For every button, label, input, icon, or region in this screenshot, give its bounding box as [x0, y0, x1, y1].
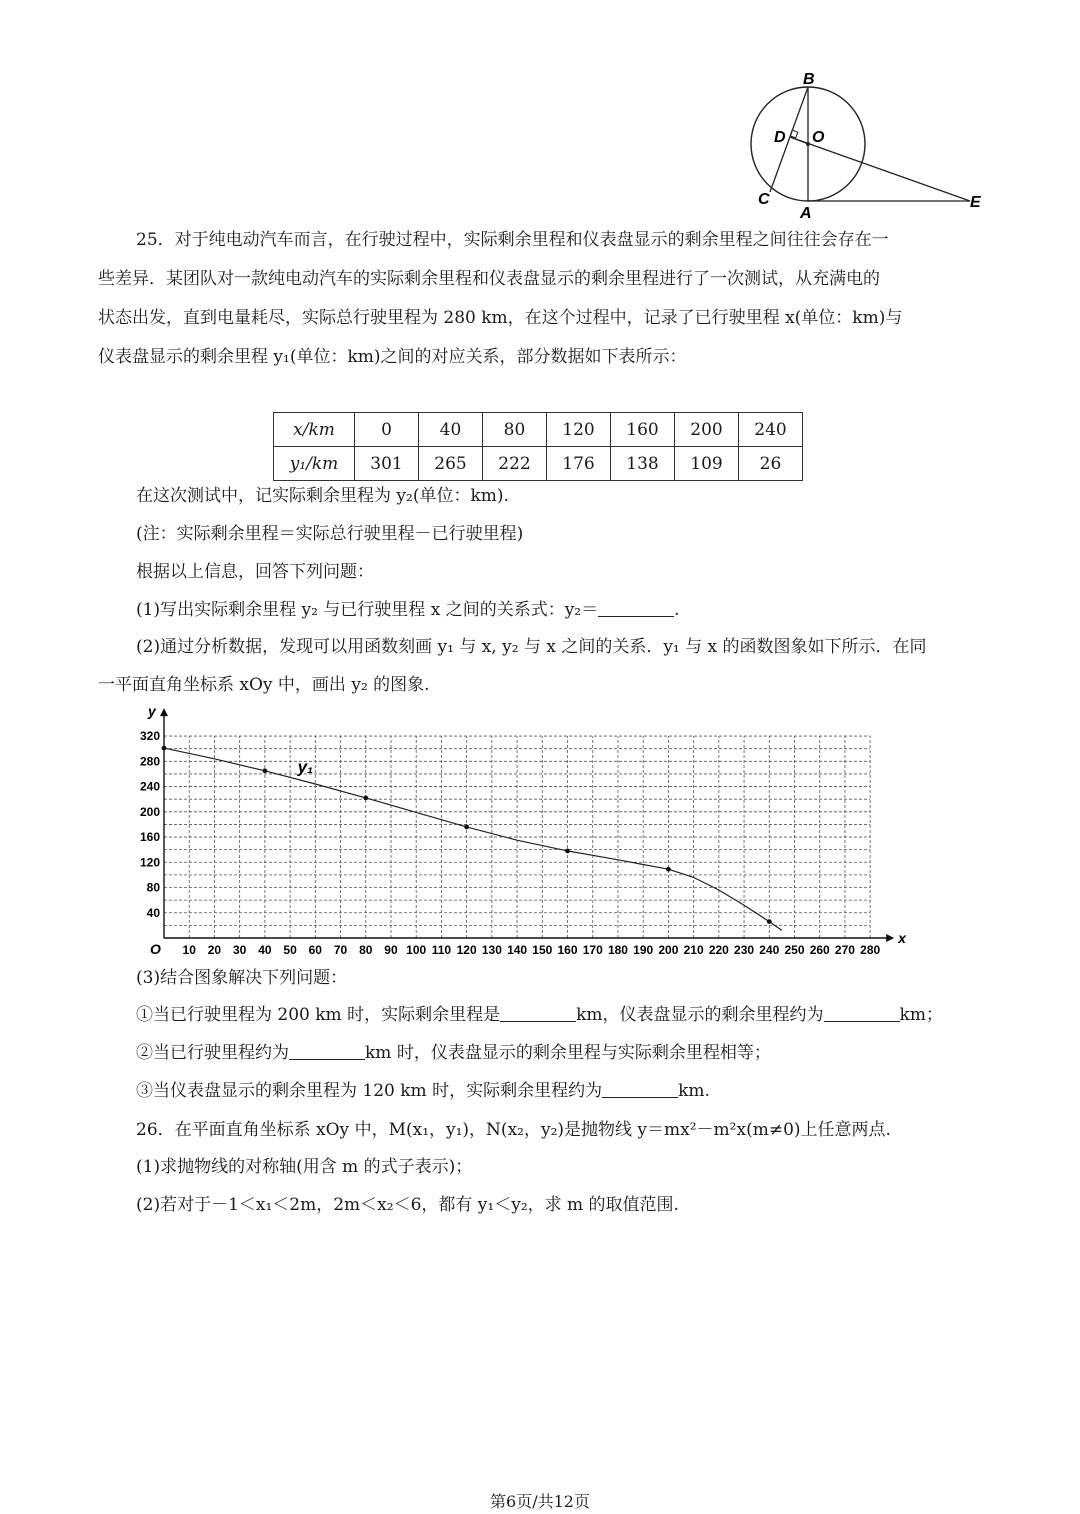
- data-point: [666, 867, 671, 872]
- q25-line-3: 状态出发，直到电量耗尽，实际总行驶里程为 280 km，在这个过程中，记录了已行驶里程 x(单位：km)与: [98, 308, 903, 328]
- q25-part-1: [136, 598, 680, 622]
- table-cell: 120: [547, 413, 611, 447]
- y-tick-label: 320: [139, 729, 160, 744]
- q25-part-1-end: .: [674, 600, 680, 620]
- x-tick-label: 190: [633, 943, 654, 957]
- series-label: y₁: [297, 757, 314, 777]
- table-cell: 138: [611, 447, 675, 481]
- data-point: [565, 849, 570, 854]
- x-tick-label: 90: [384, 943, 398, 957]
- q25-part-3-1: [136, 1003, 943, 1027]
- q26-part-1: (1)求抛物线的对称轴(用含 m 的式子表示)；: [136, 1157, 473, 1177]
- x-tick-label: 200: [658, 943, 679, 957]
- y1-curve: [164, 748, 782, 930]
- q25-note: (注：实际剩余里程＝实际总行驶里程－已行驶里程): [136, 524, 524, 544]
- q25-prompt: 根据以上信息，回答下列问题：: [136, 562, 374, 582]
- q25-line-1: 25．对于纯电动汽车而言，在行驶过程中，实际剩余里程和仪表盘显示的剩余里程之间往往会存在一: [136, 230, 889, 250]
- x-tick-label: 150: [532, 943, 553, 957]
- data-point: [767, 919, 772, 924]
- x-tick-label: 20: [207, 943, 222, 957]
- answer-blank[interactable]: [500, 1003, 576, 1022]
- label-a: A: [800, 205, 812, 220]
- data-point: [464, 825, 469, 830]
- data-point: [262, 768, 267, 773]
- table-cell: y₁/km: [274, 447, 355, 481]
- geometry-figure: [740, 60, 1000, 220]
- answer-blank[interactable]: [598, 598, 674, 617]
- y-tick-label: 160: [139, 830, 160, 845]
- table-row: [274, 447, 803, 481]
- q25-part-3-3-text-b: km.: [678, 1081, 710, 1101]
- data-table: [273, 412, 803, 481]
- table-cell: 80: [483, 413, 547, 447]
- table-cell: 240: [739, 413, 803, 447]
- answer-blank[interactable]: [602, 1079, 678, 1098]
- q26-line-1: 26．在平面直角坐标系 xOy 中，M(x₁，y₁)，N(x₂，y₂)是抛物线 y＝mx²－m²x(m≠0)上任意两点.: [136, 1120, 891, 1140]
- x-tick-label: 40: [258, 943, 272, 957]
- answer-blank[interactable]: [289, 1041, 365, 1060]
- x-tick-label: 260: [809, 943, 830, 957]
- q25-part-2-line-1: (2)通过分析数据，发现可以用函数刻画 y₁ 与 x, y₂ 与 x 之间的关系．y₁ 与 x 的函数图象如下所示．在同: [136, 637, 927, 657]
- y-axis-label: y: [148, 703, 156, 720]
- label-d: D: [774, 129, 786, 146]
- x-tick-label: 140: [507, 943, 528, 957]
- x-tick-label: 270: [834, 943, 855, 957]
- label-b: B: [803, 71, 815, 88]
- x-axis-label: x: [898, 930, 906, 946]
- x-tick-label: 160: [557, 943, 578, 957]
- y-axis-arrow: [160, 708, 168, 716]
- x-tick-label: 110: [431, 943, 452, 957]
- q25-part-3-2-text-a: ②当已行驶里程约为: [136, 1043, 289, 1063]
- q25-line-2: 些差异．某团队对一款纯电动汽车的实际剩余里程和仪表盘显示的剩余里程进行了一次测试，从充满电的: [98, 269, 880, 289]
- q25-part-3-1-text-b: km，仪表盘显示的剩余里程约为: [576, 1005, 824, 1025]
- label-c: C: [758, 191, 770, 208]
- y-tick-label: 120: [139, 855, 160, 870]
- q25-part-3-3: [136, 1079, 710, 1103]
- y-tick-label: 240: [139, 779, 160, 794]
- x-tick-label: 250: [784, 943, 805, 957]
- y-tick-label: 40: [146, 905, 160, 920]
- right-angle-mark: [790, 130, 798, 138]
- table-cell: 40: [419, 413, 483, 447]
- y-tick-label: 200: [139, 804, 160, 819]
- origin-label: O: [150, 941, 161, 957]
- table-cell: 200: [675, 413, 739, 447]
- y-tick-label: 280: [139, 754, 160, 769]
- answer-blank[interactable]: [824, 1003, 900, 1022]
- x-tick-label: 80: [359, 943, 373, 957]
- q25-part-1-text: (1)写出实际剩余里程 y₂ 与已行驶里程 x 之间的关系式：y₂＝: [136, 600, 599, 620]
- x-tick-label: 210: [683, 943, 704, 957]
- table-cell: 222: [483, 447, 547, 481]
- label-e: E: [970, 194, 981, 211]
- q25-after-table: 在这次测试中，记实际剩余里程为 y₂(单位：km).: [136, 486, 509, 506]
- q25-line-4: 仪表盘显示的剩余里程 y₁(单位：km)之间的对应关系，部分数据如下表所示：: [98, 347, 687, 367]
- x-tick-label: 130: [481, 943, 502, 957]
- x-tick-label: 50: [283, 943, 297, 957]
- label-o: O: [812, 129, 825, 146]
- table-cell: 0: [355, 413, 419, 447]
- page-footer: 第6页/共12页: [490, 1492, 590, 1511]
- q26-part-2: (2)若对于－1＜x₁＜2m，2m＜x₂＜6，都有 y₁＜y₂，求 m 的取值范围.: [136, 1195, 679, 1215]
- x-tick-label: 30: [232, 943, 247, 957]
- table-cell: x/km: [274, 413, 355, 447]
- center-dot: [806, 142, 810, 146]
- q25-part-2-line-2: 一平面直角坐标系 xOy 中，画出 y₂ 的图象.: [98, 675, 430, 695]
- q25-part-3-3-text-a: ③当仪表盘显示的剩余里程为 120 km 时，实际剩余里程约为: [136, 1081, 603, 1101]
- q25-part-3: (3)结合图象解决下列问题：: [136, 968, 348, 988]
- x-tick-label: 220: [708, 943, 729, 957]
- x-tick-label: 180: [607, 943, 628, 957]
- table-cell: 301: [355, 447, 419, 481]
- x-axis-arrow: [886, 934, 894, 942]
- x-tick-label: 70: [333, 943, 348, 957]
- secant-de: [790, 137, 970, 201]
- x-tick-label: 280: [860, 943, 881, 957]
- x-tick-label: 10: [182, 943, 196, 957]
- x-tick-label: 170: [582, 943, 603, 957]
- x-tick-label: 120: [456, 943, 477, 957]
- q25-part-3-1-text-a: ①当已行驶里程为 200 km 时，实际剩余里程是: [136, 1005, 501, 1025]
- x-tick-label: 60: [308, 943, 322, 957]
- data-point: [162, 746, 167, 751]
- x-tick-label: 230: [734, 943, 755, 957]
- x-tick-label: 240: [759, 943, 780, 957]
- table-cell: 265: [419, 447, 483, 481]
- table-cell: 176: [547, 447, 611, 481]
- table-cell: 109: [675, 447, 739, 481]
- q25-part-3-2: [136, 1041, 771, 1065]
- table-cell: 160: [611, 413, 675, 447]
- y1-function-chart: [128, 700, 908, 962]
- x-tick-label: 100: [406, 943, 427, 957]
- data-point: [363, 796, 368, 801]
- q25-part-3-2-text-b: km 时，仪表盘显示的剩余里程与实际剩余里程相等；: [365, 1043, 771, 1063]
- q25-part-3-1-text-c: km；: [899, 1005, 943, 1025]
- table-cell: 26: [739, 447, 803, 481]
- table-row: [274, 413, 803, 447]
- y-tick-label: 80: [146, 880, 160, 895]
